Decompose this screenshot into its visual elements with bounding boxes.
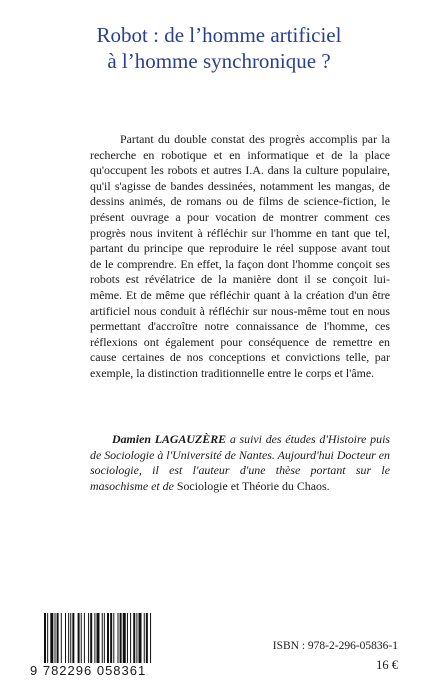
barcode-bar [84, 613, 85, 663]
barcode-bar [110, 613, 112, 663]
barcode-graphic [42, 613, 190, 665]
barcode-bar [146, 613, 148, 663]
barcode-bar [44, 613, 46, 663]
isbn: ISBN : 978-2-296-05836-1 [272, 640, 398, 652]
barcode-bar [118, 613, 119, 663]
book-title [0, 22, 438, 74]
barcode-bar [72, 613, 74, 663]
author-name: Damien LAGAUZÈRE [112, 432, 227, 446]
barcode-bar [104, 613, 105, 663]
author-bio-title: Sociologie et Théorie du Chaos. [176, 478, 330, 493]
summary-text [90, 132, 390, 382]
barcode-bar [81, 613, 82, 663]
author-bio-italic: a suivi des études d'Histoire puis de Sociologie à l'Université de Nantes. Aujourd'hui Docteur en sociologie, il est l'auteur d'une thèse portant sur le masochisme et de [90, 432, 390, 493]
barcode-bar [57, 613, 59, 663]
barcode-bar [47, 613, 48, 663]
barcode-bar [88, 613, 89, 663]
barcode-bar [113, 613, 114, 663]
barcode-bar [78, 613, 80, 663]
barcode-bar [136, 613, 137, 663]
barcode-bar [120, 613, 122, 663]
barcode-bar [123, 613, 126, 663]
barcode-bar [150, 613, 151, 663]
barcode-bar [107, 613, 109, 663]
barcode-bar [55, 613, 56, 663]
barcode-digits: 9 782296 058361 [30, 663, 147, 678]
barcode-bar [90, 613, 92, 663]
barcode-bar [133, 613, 135, 663]
barcode [42, 613, 190, 665]
summary-paragraph: Partant du double constat des progrès accomplis par la recherche en robotique et en informatique et de la place qu'occupent les robots et autres I.A. dans la culture populaire, qu'il s'agisse de bandes dessinées, notamment les mangas, de dessins animés, de romans ou de films de science-fiction, le présent ouvrage a pour vocation de montrer comment ces progrès nous invitent à réfléchir sur l'homme en tant que tel, partant du principe que reproduire le réel suppose avant tout de le comprendre. En effet, la façon dont l'homme conçoit ses robots est révélatrice de la manière dont il se conçoit lui-même. Et de même que réfléchir quant à la création d'un être artificiel nous conduit à réfléchir sur nous-même tout en nous permettant d'accroître notre connaissance de l'homme, ces réflexions ont également pour conséquence de remettre en cause certaines de nos conceptions et convictions telle, par exemple, la distinction traditionnelle entre le corps et l'âme. [90, 132, 390, 380]
barcode-bar [68, 613, 69, 663]
price: 16 € [376, 658, 398, 672]
barcode-bar [139, 613, 142, 663]
title-line-2: à l’homme synchronique ? [107, 49, 331, 73]
barcode-bar [130, 613, 131, 663]
barcode-bar [102, 613, 103, 663]
barcode-bar [144, 613, 145, 663]
barcode-bar [65, 613, 66, 663]
barcode-bar [97, 613, 100, 663]
barcode-bar [61, 613, 62, 663]
author-bio [90, 432, 390, 494]
barcode-bar [70, 613, 71, 663]
barcode-bar [94, 613, 95, 663]
title-line-1: Robot : de l’homme artificiel [96, 23, 342, 47]
barcode-bar [127, 613, 128, 663]
barcode-bar [50, 613, 53, 663]
